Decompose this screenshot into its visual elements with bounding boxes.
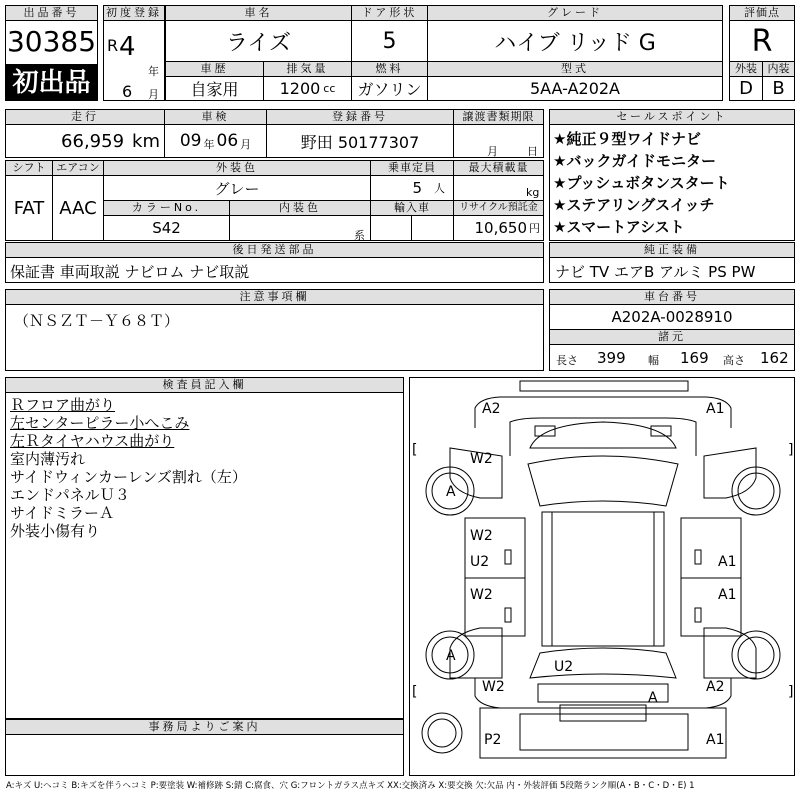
damage-w2-left-rear-fender: W2 xyxy=(482,679,505,695)
inspection-month: 06 xyxy=(216,131,239,151)
length: 399 xyxy=(597,349,626,367)
capacity: 5 xyxy=(412,179,422,197)
bracket-fl: [ xyxy=(412,442,418,458)
exterior-label: 外装 xyxy=(729,61,763,77)
interior-label: 内装 xyxy=(762,61,795,77)
lot-no-label: 出品番号 xyxy=(5,5,98,21)
inspector-note: 外装小傷有り xyxy=(10,522,101,540)
bracket-rl: [ xyxy=(412,684,418,700)
displacement-label: 排気量 xyxy=(263,61,352,77)
damage-a-left-front-wheel: A xyxy=(446,484,456,500)
chassis-no: A202A-0028910 xyxy=(549,304,795,330)
import-box xyxy=(370,215,412,241)
capacity-unit: 人 xyxy=(434,182,445,195)
inspection-month-unit: 月 xyxy=(240,138,252,151)
transfer-month-unit: 月 xyxy=(487,145,498,158)
transfer-label: 譲渡書類期限 xyxy=(453,109,544,125)
lot-no: 30385 xyxy=(6,25,97,58)
color: グレー xyxy=(103,175,371,201)
width: 169 xyxy=(680,349,709,367)
spare-wheel-inner xyxy=(428,719,456,747)
damage-a2-right-rear: A2 xyxy=(706,679,725,695)
front-bumper xyxy=(520,381,688,391)
fuel-label: 燃料 xyxy=(351,61,428,77)
damage-u2-left-front-door: U2 xyxy=(470,554,490,570)
windshield xyxy=(528,456,678,506)
shift: FAT xyxy=(5,175,53,241)
left-rear-handle xyxy=(505,608,511,622)
later-parts: 保証書 車両取説 ナビロム ナビ取説 xyxy=(10,263,250,281)
import-label: 輸入車 xyxy=(370,200,454,216)
dims-box xyxy=(549,344,795,371)
first-reg-month: 6 xyxy=(122,82,133,101)
length-label: 長さ xyxy=(556,354,578,367)
damage-a1-front-right: A1 xyxy=(706,401,725,417)
sales-points-list xyxy=(553,128,730,238)
history: 自家用 xyxy=(165,76,264,101)
first-reg-month-unit: 月 xyxy=(148,88,159,101)
equipment: ナビ TV エアB アルミ PS PW xyxy=(555,263,756,281)
car-name-label: 車名 xyxy=(165,5,352,21)
sales-point-item: ★純正９型ワイドナビ xyxy=(553,130,701,148)
reg-no: 野田 50177307 xyxy=(266,124,454,158)
sales-point-item: ★スマートアシスト xyxy=(553,218,685,236)
exterior-grade: D xyxy=(729,76,763,101)
mileage-box xyxy=(5,124,165,158)
inspector-note: エンドパネルＵ３ xyxy=(10,486,130,504)
width-label: 幅 xyxy=(648,354,659,367)
import-box-2 xyxy=(411,215,454,241)
damage-a1-rear-bumper: A1 xyxy=(706,732,725,748)
first-reg-year: 4 xyxy=(119,32,136,62)
first-reg-year-unit: 年 xyxy=(148,65,159,78)
office-box xyxy=(5,734,404,776)
recycle-box xyxy=(453,215,544,241)
caution: （ＮＳＺＴ－Ｙ６８Ｔ） xyxy=(14,312,180,330)
capacity-label: 乗車定員 xyxy=(370,160,454,176)
rear-plate xyxy=(560,705,646,721)
rear-bumper-inner xyxy=(520,714,688,750)
later-parts-label: 後日発送部品 xyxy=(5,242,544,258)
inspector-note: 左Ｒタイヤハウス曲がり xyxy=(10,432,175,450)
height-label: 高さ xyxy=(723,354,745,367)
score-label: 評価点 xyxy=(729,5,795,21)
roof xyxy=(542,512,664,646)
inspection-year-unit: 年 xyxy=(203,138,215,151)
office-label: 事務局よりご案内 xyxy=(5,719,404,735)
transfer-day-unit: 日 xyxy=(527,145,538,158)
damage-u2-rear: U2 xyxy=(554,659,574,675)
first-reg-label: 初度登録 xyxy=(103,5,165,21)
recycle-unit: 円 xyxy=(529,222,540,235)
right-front-handle xyxy=(695,550,701,564)
legend: A:キズ U:ヘコミ B:キズを伴うヘコミ P:要塗装 W:補修跡 S:錆 C:腐食、穴 G:フロントガラス点キズ XX:交換済み X:要交換 欠:欠品 内・外装評価 5段階ランク順(A・B・C・D・E) 1 xyxy=(6,781,695,791)
displacement-unit: cc xyxy=(323,82,336,95)
displacement: 1200 xyxy=(279,79,321,98)
car-diagram-svg xyxy=(410,378,796,777)
bracket-fr: ] xyxy=(788,442,794,458)
sales-point-item: ★バックガイドモニター xyxy=(553,152,716,170)
damage-diagram xyxy=(409,377,795,776)
damage-a1-right-front-door: A1 xyxy=(718,554,737,570)
displacement-box xyxy=(263,76,352,101)
recycle-label: リサイクル預託金 xyxy=(453,200,544,216)
rear-window xyxy=(530,648,676,678)
damage-a1-right-rear-door: A1 xyxy=(718,587,737,603)
front-bumper-outline xyxy=(475,397,731,428)
equipment-label: 純正装備 xyxy=(549,242,795,258)
interior-grade: B xyxy=(762,76,795,101)
grade: ハイブ リッド G xyxy=(427,20,723,62)
inspector-note: 室内薄汚れ xyxy=(10,450,86,468)
doors: 5 xyxy=(351,20,428,62)
score: R xyxy=(729,20,795,62)
inspector-notes xyxy=(10,396,247,540)
right-front-fender xyxy=(704,448,756,498)
door-label: ドア形状 xyxy=(351,5,428,21)
ac-label: エアコン xyxy=(52,160,104,176)
color-label: 外装色 xyxy=(103,160,371,176)
sales-point-item: ★ステアリングスイッチ xyxy=(553,196,715,214)
height: 162 xyxy=(760,349,789,367)
color-no-label: カラーNo. xyxy=(103,200,230,216)
bracket-rr: ] xyxy=(788,684,794,700)
inspector-note: Ｒフロア曲がり xyxy=(10,396,116,414)
damage-w2-left-front-door: W2 xyxy=(470,528,493,544)
load-unit: kg xyxy=(526,186,540,199)
headlight-right xyxy=(651,426,671,436)
damage-a-left-rear-wheel: A xyxy=(446,648,456,664)
mileage-label: 走行 xyxy=(5,109,165,125)
sales-point-item: ★プッシュボタンスタート xyxy=(553,174,730,192)
right-rear-handle xyxy=(695,608,701,622)
inspector-label: 検査員記入欄 xyxy=(5,377,404,393)
first-reg-era: R xyxy=(107,36,119,55)
grade-label: グレード xyxy=(427,5,723,21)
damage-w2-left-fender: W2 xyxy=(470,451,493,467)
car-name: ライズ xyxy=(165,20,352,62)
caution-label: 注意事項欄 xyxy=(5,289,544,305)
damage-p2-rear-bumper: P2 xyxy=(484,732,502,748)
recycle: 10,650 xyxy=(474,219,527,237)
headlight-left xyxy=(535,426,555,436)
capacity-box xyxy=(370,175,454,201)
chassis-label: 車台番号 xyxy=(549,289,795,305)
inspector-note: サイドミラーＡ xyxy=(10,504,114,522)
mileage: 66,959 xyxy=(61,130,125,152)
fuel: ガソリン xyxy=(351,76,428,101)
rear-bumper-outline xyxy=(475,678,731,708)
ac: AAC xyxy=(52,175,104,241)
model: 5AA-A202A xyxy=(427,76,723,101)
damage-a-rear-plate: A xyxy=(648,690,658,706)
inspector-note: 左センターピラー小へこみ xyxy=(10,414,190,432)
sales-points-label: セールスポイント xyxy=(549,109,795,125)
inspector-note: サイドウィンカーレンズ割れ（左） xyxy=(10,468,247,486)
inspection-box xyxy=(164,124,267,158)
dims-label: 諸元 xyxy=(549,329,795,345)
model-label: 型式 xyxy=(427,61,723,77)
damage-w2-left-rear-door: W2 xyxy=(470,587,493,603)
int-color-label: 内装色 xyxy=(229,200,371,216)
int-color-unit: 系 xyxy=(354,229,365,242)
history-label: 車歴 xyxy=(165,61,264,77)
first-listing-badge: 初出品 xyxy=(5,65,98,101)
mileage-unit: km xyxy=(132,130,160,152)
damage-a2-front-left: A2 xyxy=(482,401,501,417)
color-no: S42 xyxy=(103,215,230,241)
hood xyxy=(510,418,696,456)
left-front-handle xyxy=(505,550,511,564)
inspection-label: 車検 xyxy=(164,109,267,125)
load-label: 最大積載量 xyxy=(453,160,544,176)
inspection-year: 09 xyxy=(179,131,202,151)
reg-no-label: 登録番号 xyxy=(266,109,454,125)
shift-label: シフト xyxy=(5,160,53,176)
int-color-box xyxy=(229,215,371,241)
